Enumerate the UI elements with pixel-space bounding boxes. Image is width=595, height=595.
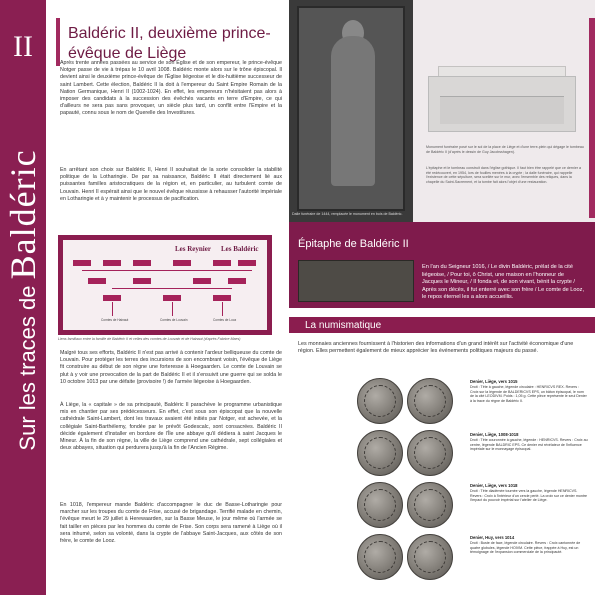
- genealogy-line: [112, 288, 232, 289]
- coin-4-info: [470, 536, 588, 555]
- numismatics-title: La numismatique: [305, 320, 382, 331]
- genealogy-line: [112, 302, 113, 316]
- genealogy-node: [213, 260, 231, 266]
- genealogy-line: [82, 270, 252, 271]
- coin-1-heading: Denier, Liège, vers 1015: [470, 379, 518, 384]
- genealogy-node: [173, 260, 191, 266]
- tomb-caption: Monument funéraire posé sur le sol de la place de Liège et d'une terre-plein qui dégage le tombeau de Baldéric II (d'après le dessin de Guy Jacobsshagen).: [426, 145, 584, 154]
- genealogy-node: [228, 278, 246, 284]
- paragraph-3: Malgré tous ses efforts, Baldéric II n'est pas arrivé à contenir l'ardeur belliqueuse du comte de Louvain. Pour protéger les terres des incursions de son encombrant voisin, l'évêque de Liège fit construire au début de son règne une forteresse à Hoegaarden. Le comte de Louvain se plut à y voir une provocation de la part de Baldéric II et il s'ensuivit une guerre qui se solda le 10 octobre 1013 par une défaite (provisoire !) de l'armée liégeoise à Hoegaarden.: [60, 350, 282, 385]
- funeral-slab-image: [289, 0, 413, 222]
- coin-2-info: [470, 433, 588, 452]
- coin-2-obverse: [357, 430, 403, 476]
- article-title: Baldéric II, deuxième prince-évêque de Liège: [68, 25, 271, 62]
- genealogy-caption-looz: Comtes de Looz: [213, 318, 237, 322]
- sidebar-name: Baldéric: [3, 149, 43, 280]
- coin-4-reverse: [407, 534, 453, 580]
- genealogy-node: [133, 260, 151, 266]
- coin-3-body: Droit : Tête diadémée tournée vers la gauche, légende HENRICVS. Revers : Croix à l'intérieur d'un cercle perlé. La croix sur ce denier montre l'impact du pouvoir impérial sur l'atelier de Liège.: [470, 488, 588, 503]
- genealogy-node: [88, 278, 106, 284]
- paragraph-5: En 1018, l'empereur mande Baldéric d'accompagner le duc de Basse-Lotharingie pour marcher sur les troupes du comte de Frise, accusé de brigandage. Terrifié malade en chemin, l'évêque meurt le 29 juillet à Herewaarden, sur la Basse Meuse, le jour même où l'armée se fait tailler en pièces par les hommes du comte de Frise. Son corps sera ramené à Liège où il sera inhumé, selon sa volonté, dans la crypte de l'abbaye Saint-Jacques, aux côtés de son frère, le comte de Looz.: [60, 502, 282, 545]
- coin-1-reverse: [407, 378, 453, 424]
- genealogy-caption: Liens familiaux entre la famille de Baldéric II et celles des comtes de Louvain et de Hainaut (d'après Fabrice Maes): [58, 337, 241, 341]
- numismatics-intro: Les monnaies anciennes fournissent à l'historien des informations d'un grand intérêt sur l'activité économique d'une région. Elles permettent également de mieux apprécier les événements politiques majeurs du passé.: [298, 341, 574, 355]
- tomb-text: L'épitaphe et le tombeau construit dans l'église gothique. Il faut bien être rappelé que ce dernier a été redécouvert, en 1954, lors de fouilles menées à la crypte ; la dalle funéraire, qui rappelle l'existence de cette sépulture, sera scellée sur le mur, avec l'ensemble des reliques, dans la chapelle du Saint-Sacrement, et la tombe fait alors l'objet d'une restauration.: [426, 166, 582, 184]
- coin-3-reverse: [407, 482, 453, 528]
- epitaph-text: En l'an du Seigneur 1016, / Le divin Baldéric, prélat de la cité liégeoise, / Pour toi, ô Christ, une maison en l'honneur de Jacques le Mineur, / Il fonda et, de son vivant, bénit la crypte / Après son décès, il fut enterré avec son frère / Le comte de Looz, le repos éternel les a alors accueillis.: [422, 264, 584, 301]
- genealogy-line: [172, 302, 173, 316]
- genealogy-line: [222, 302, 223, 316]
- paragraph-2: En arrêtant son choix sur Baldéric II, Henri II souhaitait de la sorte consolider la stabilité politique de la Lotharingie. De par sa naissance, Baldéric II était directement lié aux puissantes familles aristocratiques de la région et, en particulier, au turbulent comte de Louvain. Henri II espérait ainsi que le nouvel évêque réussisse à rehausser l'autorité impériale en Lotharingie et à y maintenir le processus de pacification.: [60, 167, 282, 202]
- title-accent-bar: [56, 18, 60, 66]
- coin-1-info: [470, 380, 588, 404]
- coin-1-body: Droit : Tête à gauche, légende circulaire : HENRICVS REX. Revers : Croix sur la légende de BALDERICVS EPS, un bâton épiscopal, le nom de la cité LEODIVM. Poids : 1,05 g. Cette pièce représente le seul Denier à la trace du règne de Baldéric II.: [470, 384, 587, 404]
- genealogy-node: [133, 278, 151, 284]
- coin-3-info: [470, 484, 588, 503]
- coin-1-obverse: [357, 378, 403, 424]
- genealogy-node: [73, 260, 91, 266]
- epitaph-stone-image: [298, 260, 414, 302]
- roman-numeral: II: [13, 30, 33, 63]
- coin-4-heading: Denier, Huy, vers 1014: [470, 535, 515, 540]
- genealogy-right-title: Les Baldéric: [221, 245, 259, 253]
- slab-caption: Dalle funéraire de 1444, remplacée le monument en bois de Baldéric.: [292, 212, 403, 216]
- paragraph-1: Après trente années passées au service de son Église et de son empereur, le prince-évêque Notger passe de vie à trépas le 10 avril 1008. Baldéric monte alors sur le trône épiscopal. Il devient ainsi le deuxième prince-évêque de l'Église liégeoise et le dix-huitième successeur de saint Lambert. Cette élection, Baldéric II la doit à l'empereur du Saint Empire Romain de la Nation Germanique, Henri II (1002-1024). En effet, les empereurs n'hésitaient pas alors à imposer des candidats à la succession des évêchés vacants en terre d'Empire, ce qui d'ailleurs ne sera pas sans provoquer, un siècle plus tard, un conflit entre l'Empire et la papauté, connu sous le nom de Querelle des Investitures.: [60, 60, 282, 117]
- coin-3-obverse: [357, 482, 403, 528]
- accent-strip: [589, 18, 595, 218]
- genealogy-caption-louvain: Comtes de Louvain: [160, 318, 188, 322]
- genealogy-node: [213, 295, 231, 301]
- tomb-face: [440, 96, 564, 124]
- genealogy-node: [163, 295, 181, 301]
- genealogy-node: [103, 295, 121, 301]
- genealogy-chart: [58, 235, 272, 335]
- coin-3-heading: Denier, Liège, vers 1018: [470, 483, 518, 488]
- sidebar-prefix: Sur les traces de: [15, 279, 40, 451]
- coin-2-reverse: [407, 430, 453, 476]
- coin-2-heading: Denier, Liège, 1008-1018: [470, 432, 519, 437]
- paragraph-4: À Liège, la « capitale » de sa principauté, Baldéric II parachève le programme urbanistique mis en chantier par ses prédécesseurs. En effet, c'est sous son épiscopat que la nouvelle cathédrale Saint-Lambert, dont les travaux avaient été initiés par Notger, est achevée, et la collégiale Saint-Barthélemy, fondée par le prévôt Godescalc, sont consacrées. Baldéric II décide également d'installer en bordure de l'Île une abbaye qu'il dédiera à saint Jacques le Mineur. À la fin de son règne, la ville de Liège comprend une cathédrale, sept collégiales et deux abbayes, situation qui perdurera jusqu'à la fin de l'Ancien Régime.: [60, 402, 282, 452]
- sidebar-title: [2, 149, 44, 450]
- genealogy-node: [193, 278, 211, 284]
- genealogy-node: [103, 260, 121, 266]
- genealogy-left-title: Les Reynier: [175, 245, 211, 253]
- coin-4-obverse: [357, 534, 403, 580]
- coin-2-body: Droit : Tête couronnée à gauche, légende : HENRICVS. Revers : Croix au centre, légende BALDRIC EPS. Ce denier est révélateur de l'influence impériale sur le monnayage épiscopal.: [470, 437, 588, 452]
- epitaph-title: Épitaphe de Baldéric II: [298, 238, 409, 250]
- genealogy-caption-hainaut: Comtes de Hainaut: [101, 318, 129, 322]
- sidebar: [0, 0, 46, 595]
- genealogy-node: [238, 260, 256, 266]
- coin-4-body: Droit : Buste de face, légende circulaire. Revers : Croix cantonnée de quatre globules, légende HOIVM. Cette pièce, frappée à Huy, est un témoignage de l'expansion commerciale de la principauté.: [470, 540, 581, 555]
